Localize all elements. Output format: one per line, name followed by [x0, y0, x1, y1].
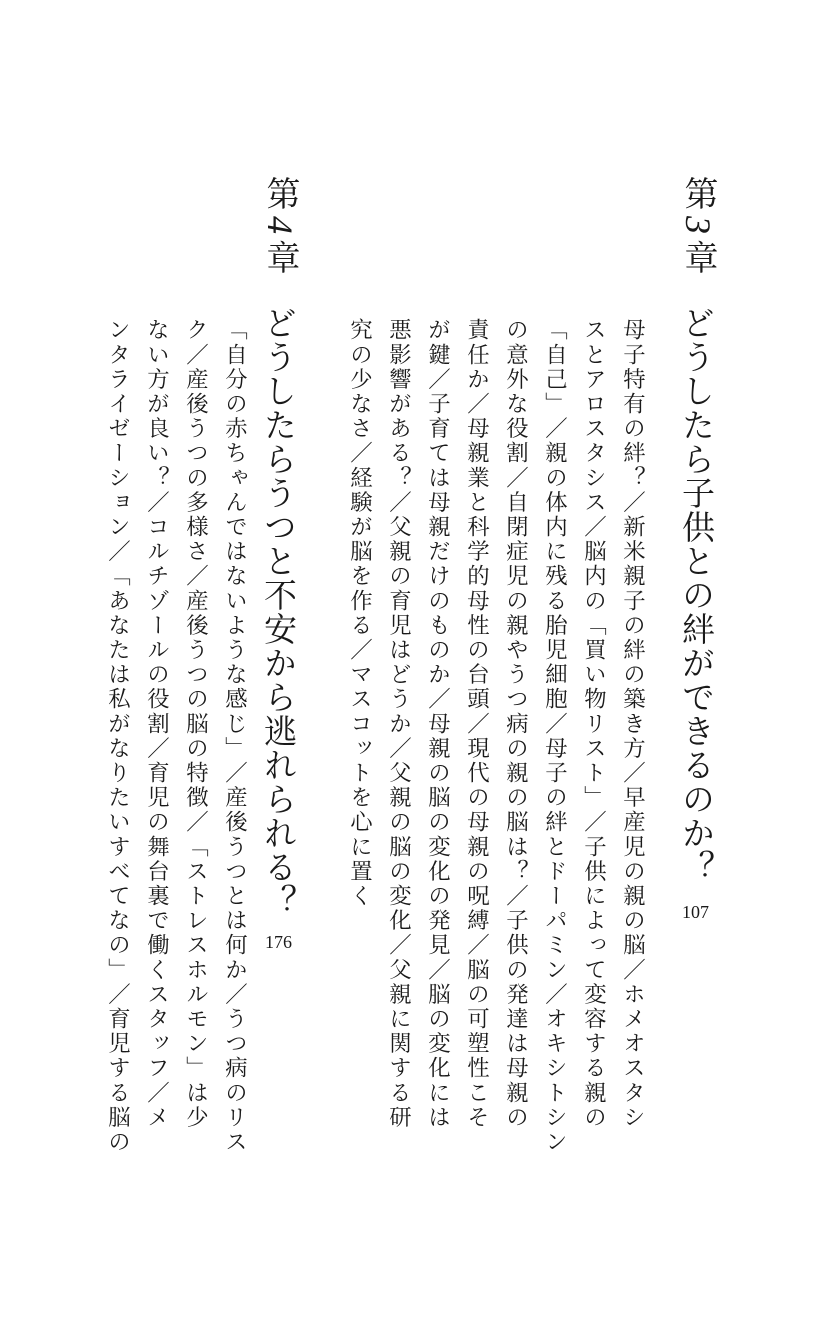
chapter-4-summary-line-3: ない方が良い？／コルチゾールの役割／育児の舞台裏で働くスタッフ／メ	[143, 318, 170, 1130]
chapter-3-label	[680, 176, 716, 280]
chapter-3-page-number: 107	[682, 902, 709, 922]
chapter-4-number: 4	[260, 216, 300, 240]
chapter-4-summary-line-1: 「自分の赤ちゃんではないような感じ」／産後うつとは何か／うつ病のリス	[221, 318, 248, 1155]
chapter-4-prefix: 第	[260, 176, 300, 216]
chapter-3-summary-line-1: 母子特有の絆？／新米親子の絆の築き方／早産児の親の脳／ホメオスタシ	[619, 318, 646, 1130]
chapter-4-page-number: 176	[265, 932, 292, 952]
chapter-3-prefix: 第	[678, 176, 718, 216]
chapter-3-title: どうしたら子供との絆ができるのか？	[677, 306, 716, 884]
chapter-4-summary-line-4: ンタライゼーション／「あなたは私がなりたいすべてなの」／育児する脳の	[104, 318, 131, 1155]
chapter-3-summary-line-8: 究の少なさ／経験が脳を作る／マスコットを心に置く	[346, 318, 373, 909]
chapter-4-title: どうしたらうつと不安から逃れられる？	[259, 306, 298, 918]
chapter-3-summary-line-3: 「自己」／親の体内に残る胎児細胞／母子の絆とドーパミン／オキシトシン	[541, 318, 568, 1155]
chapter-3-number: 3	[678, 216, 718, 240]
chapter-3-summary-line-2: スとアロスタシス／脳内の「買い物リスト」／子供によって変容する親の	[580, 318, 607, 1130]
chapter-3-summary-line-7: 悪影響がある？／父親の育児はどうか／父親の脳の変化／父親に関する研	[385, 318, 412, 1130]
chapter-4-suffix: 章	[260, 240, 300, 280]
chapter-3-summary-line-5: 責任か／母親業と科学的母性の台頭／現代の母親の呪縛／脳の可塑性こそ	[463, 318, 490, 1130]
chapter-4-label	[262, 176, 298, 280]
chapter-3-summary-line-4: の意外な役割／自閉症児の親やうつ病の親の脳は？／子供の発達は母親の	[502, 318, 529, 1130]
chapter-3-summary-line-6: が鍵／子育ては母親だけのものか／母親の脳の変化の発見／脳の変化には	[424, 318, 451, 1130]
chapter-3-suffix: 章	[678, 240, 718, 280]
chapter-4-summary-line-2: ク／産後うつの多様さ／産後うつの脳の特徴／「ストレスホルモン」は少	[182, 318, 209, 1130]
